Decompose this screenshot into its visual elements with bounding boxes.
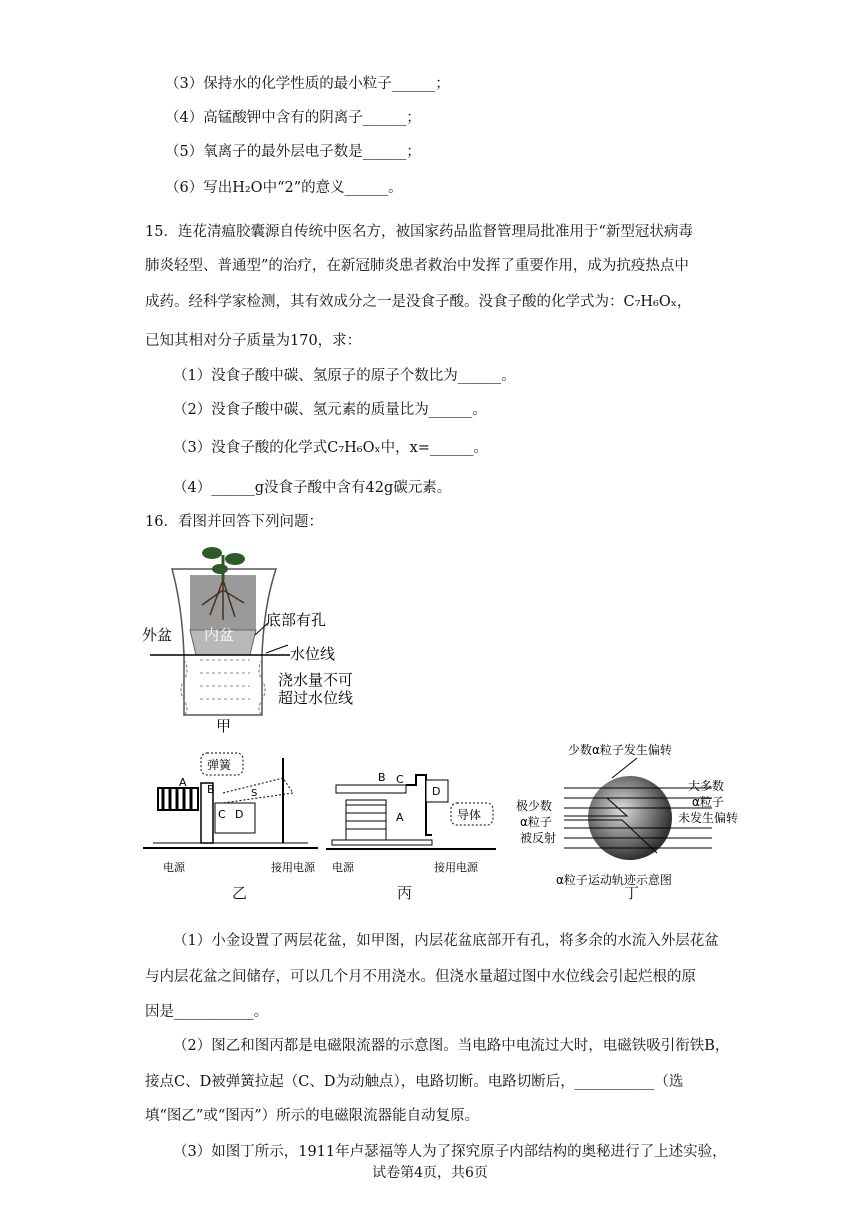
label-spring: 弹簧 (207, 758, 232, 772)
q16-sub-2c: 填“图乙”或“图丙”）所示的电磁限流器能自动复原。 (145, 1108, 480, 1124)
line-q14-6: （6）写出H₂O中“2”的意义______。 (165, 180, 403, 196)
label-power: 电源 (332, 861, 354, 874)
label-load: 接用电源 (271, 861, 315, 874)
q15-sub-1: （1）没食子酸中碳、氢原子的原子个数比为______。 (173, 368, 516, 384)
caption-ding: 丁 (624, 884, 640, 902)
label-waterline: 水位线 (290, 645, 336, 663)
caption-bing: 丙 (397, 884, 413, 902)
q15-sub-4: （4）______g没食子酸中含有42g碳元素。 (173, 480, 452, 496)
label-l2: α粒子 (520, 815, 552, 829)
q15-sub-2: （2）没食子酸中碳、氢元素的质量比为______。 (173, 402, 487, 418)
label-l1: 极少数 (516, 799, 553, 813)
figure-yi (143, 748, 323, 878)
q16-sub-1c: 因是___________。 (145, 1004, 269, 1020)
label-note2: 超过水位线 (278, 689, 354, 707)
label-d: D (235, 808, 244, 821)
label-d: D (432, 785, 441, 798)
q16-sub-1b: 与内层花盆之间储存，可以几个月不用浇水。但浇水量超过图中水位线会引起烂根的原 (145, 969, 696, 985)
line-q14-4: （4）高锰酸钾中含有的阴离子______； (165, 110, 421, 126)
label-a: A (396, 811, 404, 824)
label-bottom: α粒子运动轨迹示意图 (556, 873, 672, 887)
label-note1: 浇水量不可 (278, 671, 354, 689)
q15-stem-3: 成药。经科学家检测，其有效成分之一是没食子酸。没食子酸的化学式为：C₇H₆Oₓ， (145, 294, 692, 310)
label-c: C (218, 808, 226, 821)
label-r2: α粒子 (692, 795, 724, 809)
label-hole: 底部有孔 (266, 611, 327, 629)
q15-stem-4: 已知其相对分子质量为170，求： (145, 333, 362, 349)
caption-yi: 乙 (232, 884, 248, 902)
label-r3: 未发生偏转 (678, 811, 739, 825)
figure-bing (326, 765, 506, 878)
label-b: B (207, 783, 215, 796)
label-c: C (396, 773, 404, 786)
label-r1: 大多数 (688, 779, 725, 793)
figure-ding (512, 738, 752, 898)
label-s: S (251, 788, 258, 799)
label-top: 少数α粒子发生偏转 (568, 743, 672, 757)
caption-jia: 甲 (216, 717, 232, 735)
q15-stem-2: 肺炎轻型、普通型”的治疗，在新冠肺炎患者救治中发挥了重要作用，成为抗疫热点中 (145, 258, 689, 274)
label-inner-pot: 内盆 (204, 626, 235, 644)
label-a: A (179, 776, 187, 789)
label-power: 电源 (163, 861, 185, 874)
label-l3: 被反射 (520, 831, 557, 845)
line-q14-3: （3）保持水的化学性质的最小粒子______； (165, 76, 450, 92)
q15-sub-3: （3）没食子酸的化学式C₇H₆Oₓ中，x=______。 (173, 440, 488, 456)
figure-jia (140, 545, 380, 735)
q16-sub-1a: （1）小金设置了两层花盆，如甲图，内层花盆底部开有孔，将多余的水流入外层花盆 (173, 933, 719, 949)
page-footer: 试卷第4页，共6页 (372, 1165, 488, 1181)
q16-stem: 16．看图并回答下列问题： (145, 514, 323, 530)
q16-sub-3a: （3）如图丁所示，1911年卢瑟福等人为了探究原子内部结构的奥秘进行了上述实验， (173, 1144, 727, 1160)
q16-sub-2b: 接点C、D被弹簧拉起（C、D为动触点），电路切断。电路切断后，___________（选 (145, 1074, 684, 1090)
label-load: 接用电源 (434, 861, 478, 874)
line-q14-5: （5）氧离子的最外层电子数是______； (165, 144, 421, 160)
label-outer-pot: 外盆 (142, 626, 173, 644)
q15-stem-1: 15．连花清瘟胶囊源自传统中医名方，被国家药品监督管理局批准用于“新型冠状病毒 (145, 224, 693, 240)
label-b: B (378, 771, 386, 784)
q16-sub-2a: （2）图乙和图丙都是电磁限流器的示意图。当电路中电流过大时，电磁铁吸引衔铁B， (173, 1038, 730, 1054)
label-conductor: 导体 (457, 808, 482, 822)
